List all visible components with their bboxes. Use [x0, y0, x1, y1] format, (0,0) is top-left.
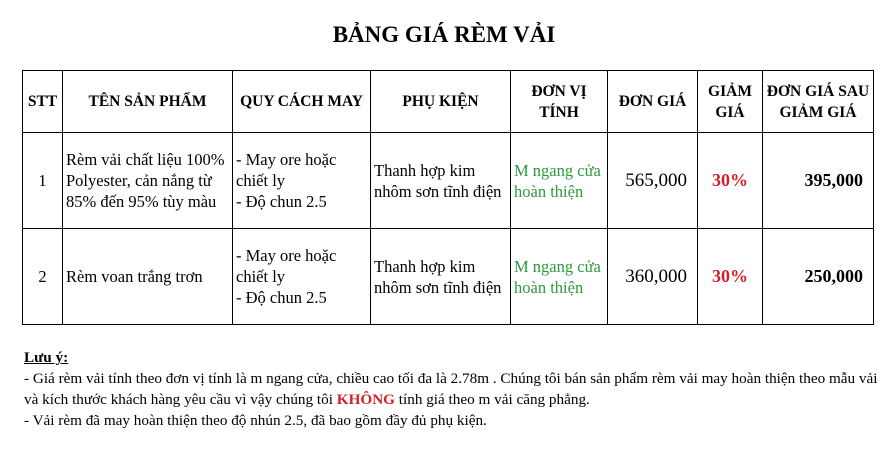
cell-final: 395,000 [763, 133, 874, 229]
cell-price: 565,000 [608, 133, 698, 229]
price-table [22, 70, 874, 325]
note-1-end: tính giá theo m vải căng phẳng. [394, 391, 590, 408]
table-row [23, 229, 874, 325]
spec-line: - Độ chun 2.5 [236, 288, 327, 307]
spec-line: - May ore hoặc chiết ly [236, 150, 337, 190]
cell-final: 250,000 [763, 229, 874, 325]
cell-unit: M ngang cửa hoàn thiện [511, 229, 608, 325]
header-final: ĐƠN GIÁ SAU GIẢM GIÁ [763, 71, 874, 133]
spec-line: - Độ chun 2.5 [236, 192, 327, 211]
header-spec: QUY CÁCH MAY [233, 71, 371, 133]
header-discount: GIẢM GIÁ [698, 71, 763, 133]
header-price: ĐƠN GIÁ [608, 71, 698, 133]
note-1 [24, 368, 884, 410]
cell-accessory: Thanh hợp kim nhôm sơn tĩnh điện [371, 229, 511, 325]
notes-heading: Lưu ý: [24, 349, 69, 366]
header-unit: ĐƠN VỊ TÍNH [511, 71, 608, 133]
cell-name: Rèm vải chất liệu 100% Polyester, cản nắng từ 85% đến 95% tùy màu [63, 133, 233, 229]
table-row [23, 133, 874, 229]
cell-price: 360,000 [608, 229, 698, 325]
note-emphasis: KHÔNG [336, 391, 395, 408]
cell-accessory: Thanh hợp kim nhôm sơn tĩnh điện [371, 133, 511, 229]
note-1-text: - Giá rèm vải tính theo đơn vị tính là m ngang cửa, chiều cao tối đa là 2.78m . Chúng tôi bán sản phẩm rèm vải may hoàn thiện theo mẫu vải và kích thước khách hàng yêu cầu vì vậy chúng tôi [24, 370, 878, 408]
header-name: TÊN SẢN PHẨM [63, 71, 233, 133]
page-title: BẢNG GIÁ RÈM VẢI [332, 22, 556, 47]
cell-spec [233, 229, 371, 325]
header-stt: STT [23, 71, 63, 133]
note-2: - Vải rèm đã may hoàn thiện theo độ nhún 2.5, đã bao gồm đầy đủ phụ kiện. [24, 412, 487, 429]
cell-unit: M ngang cửa hoàn thiện [511, 133, 608, 229]
cell-stt: 2 [23, 229, 63, 325]
cell-discount: 30% [698, 133, 763, 229]
notes [24, 347, 884, 431]
cell-stt: 1 [23, 133, 63, 229]
cell-spec [233, 133, 371, 229]
cell-name: Rèm voan trắng trơn [63, 229, 233, 325]
spec-line: - May ore hoặc chiết ly [236, 246, 337, 286]
header-row [23, 71, 874, 133]
cell-discount: 30% [698, 229, 763, 325]
header-accessory: PHỤ KIỆN [371, 71, 511, 133]
